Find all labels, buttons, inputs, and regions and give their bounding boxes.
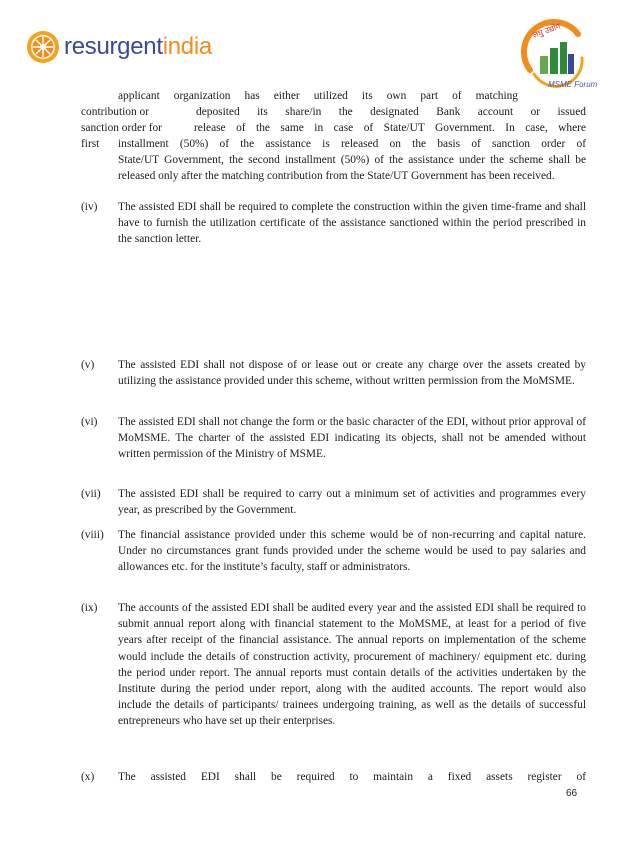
intro-line-3b: release of the same in case of State/UT Government. In case, where [194,122,586,134]
item-label-vii: (vii) [81,488,101,500]
item-text-x: The assisted EDI shall be required to maintain a fixed assets register of [118,771,586,783]
intro-paragraph-rest: State/UT Government, the second installment (50%) of the assistance under the scheme shall be released only after the matching contribution from the State/UT Government has been received. [118,154,586,183]
item-label-vi: (vi) [81,416,98,428]
item-label-ix: (ix) [81,602,98,614]
item-label-v: (v) [81,359,95,371]
svg-text:लघु उद्योग: लघु उद्योग [531,21,562,40]
item-label-viii: (viii) [81,529,104,541]
item-label-iv: (iv) [81,201,98,213]
item-text-ix: The accounts of the assisted EDI shall be audited every year and the assisted EDI shall be required to submit annual report along with financial statement to the MoMSME, at least for a period of five years after receipt of the financial assistance. The annual reports on implementation of the scheme would include the details of construction activity, procurement of machinery/ equipment etc. during the period under report. The annual reports must contain details of the activities undertaken by the Institute during the period under report, along with the audited accounts. The report would also include the details of participants/ trainees undergoing training, as well as the details of successful entrepreneurs who have set up their enterprises. [118,602,586,728]
sun-emblem-icon [26,30,60,64]
page-number: 66 [566,788,578,799]
intro-line-2b: deposited its share/in the designated Bank account or issued [196,106,586,118]
brand-name-part1: resurgent [64,33,163,60]
intro-line-4b: installment (50%) of the assistance is released on the basis of sanction order of [118,138,586,150]
item-label-x: (x) [81,771,95,783]
intro-line-2a: contribution or [81,106,150,118]
item-text-vii: The assisted EDI shall be required to carry out a minimum set of activities and programmes every year, as prescribed by the Government. [118,488,586,517]
msme-forum-label: MSME Forum [548,80,598,89]
item-text-vi: The assisted EDI shall not change the form or the basic character of the EDI, without prior approval of MoMSME. The charter of the assisted EDI indicating its objects, shall not be amended without written permission of the Ministry of MSME. [118,416,586,461]
intro-line-1: applicant organization has either utilized its own part of matching [118,90,518,102]
item-text-iv: The assisted EDI shall be required to complete the construction within the given time-frame and shall have to furnish the utilization certificate of the assistance sanctioned within the period prescribed in the sanction letter. [118,201,586,246]
item-text-viii: The financial assistance provided under this scheme would be of non-recurring and capital nature. Under no circumstances grant funds provided under the scheme would be used to pay salaries and allowances etc. for the institute’s faculty, staff or administrators. [118,529,586,574]
intro-line-3a: sanction order for [81,122,162,134]
resurgent-india-logo [26,30,212,64]
item-text-v: The assisted EDI shall not dispose of or lease out or create any charge over the assets created by utilizing the assistance provided under this scheme, without written permission from the MoMSME. [118,359,586,388]
intro-line-4a: first [81,138,100,150]
brand-name-part2: india [162,33,212,60]
